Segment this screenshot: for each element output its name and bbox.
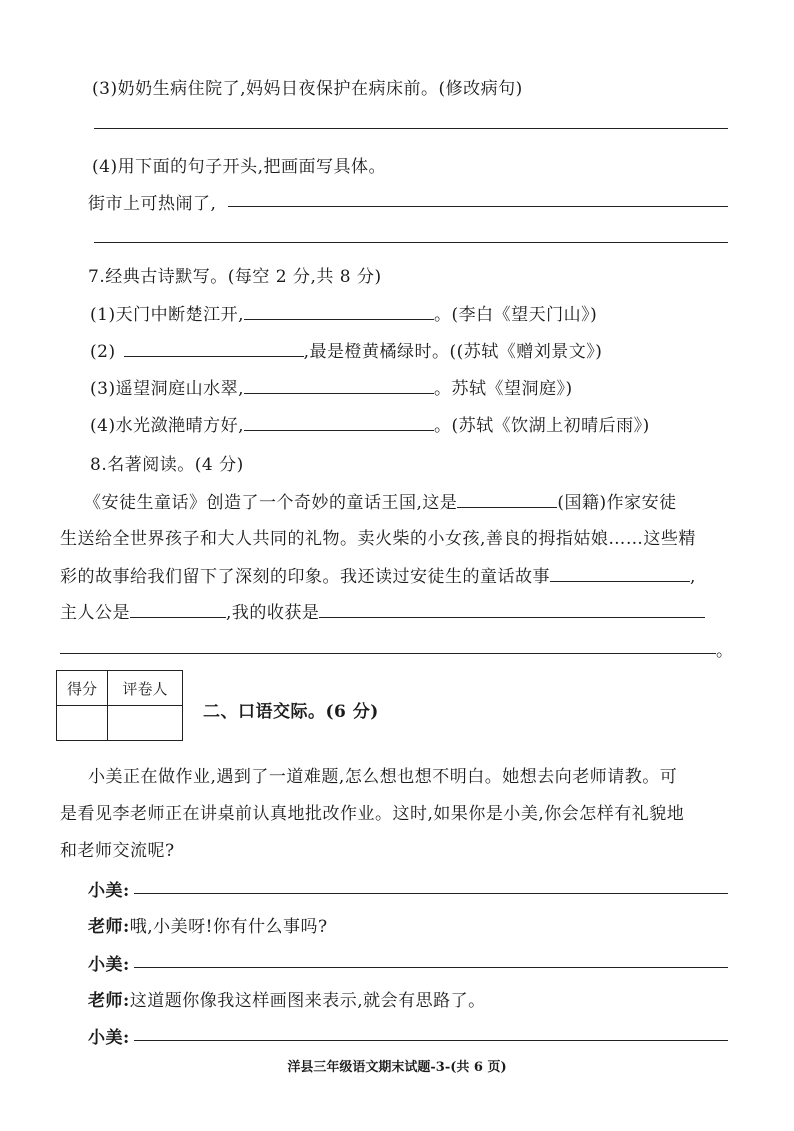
q7-item-2-before: (2) bbox=[90, 342, 116, 362]
section2-para-1: 小美正在做作业,遇到了一道难题,怎么想也想不明白。她想去向老师请教。可 bbox=[88, 767, 678, 787]
q8-line-4-b: ,我的收获是 bbox=[226, 603, 320, 623]
q8-line-1 bbox=[84, 488, 677, 513]
q7-item-2 bbox=[90, 337, 602, 362]
q8-line-4 bbox=[60, 598, 705, 623]
q7-item-4-after: 。(苏轼《饮湖上初晴后雨》) bbox=[433, 416, 650, 436]
dialog-1-answer-line[interactable] bbox=[134, 893, 728, 894]
dialog-3-speaker: 小美: bbox=[88, 955, 130, 975]
section2-title: 二、口语交际。(6 分) bbox=[203, 702, 379, 722]
q8-line-3-b: , bbox=[690, 567, 696, 587]
score-cell[interactable] bbox=[57, 706, 108, 741]
q8-line-end: 。 bbox=[716, 641, 734, 661]
section2-para-2: 是看见李老师正在讲桌前认真地批改作业。这时,如果你是小美,你会怎样有礼貌地 bbox=[60, 804, 685, 824]
q7-item-4-before: (4)水光潋滟晴方好, bbox=[90, 416, 244, 436]
dialog-4-text: 这道题你像我这样画图来表示,就会有思路了。 bbox=[129, 991, 486, 1011]
q7-item-3-before: (3)遥望洞庭山水翠, bbox=[90, 379, 244, 399]
dialog-4-speaker: 老师: bbox=[88, 991, 130, 1011]
dialog-2 bbox=[88, 912, 328, 937]
page-footer: 洋县三年级语文期末试题-3-(共 6 页) bbox=[287, 1060, 507, 1075]
q3-answer-line[interactable] bbox=[94, 128, 728, 129]
dialog-1-speaker: 小美: bbox=[88, 881, 130, 901]
q7-item-1-after: 。(李白《望天门山》) bbox=[433, 305, 598, 325]
q7-title: 7.经典古诗默写。(每空 2 分,共 8 分) bbox=[88, 267, 382, 287]
q8-line-2: 生送给全世界孩子和大人共同的礼物。卖火柴的小女孩,善良的拇指姑娘……这些精 bbox=[60, 529, 696, 549]
q7-item-4 bbox=[90, 411, 650, 436]
score-header: 得分 bbox=[57, 671, 108, 706]
q4-answer-line-2[interactable] bbox=[94, 242, 728, 243]
q7-item-1-blank[interactable] bbox=[244, 305, 434, 320]
q7-item-3-blank[interactable] bbox=[244, 379, 434, 394]
dialog-2-text: 哦,小美呀!你有什么事吗? bbox=[129, 917, 328, 937]
dialog-2-speaker: 老师: bbox=[88, 917, 130, 937]
q8-line-1-a: 《安徒生童话》创造了一个奇妙的童话王国,这是 bbox=[84, 493, 458, 513]
q8-line-3-a: 彩的故事给我们留下了深刻的印象。我还读过安徒生的童话故事 bbox=[60, 567, 550, 587]
q8-title: 8.名著阅读。(4 分) bbox=[90, 455, 244, 475]
q7-item-1 bbox=[90, 300, 597, 325]
q8-protagonist-blank[interactable] bbox=[130, 603, 226, 618]
q8-story-blank[interactable] bbox=[550, 567, 690, 582]
q7-item-2-blank[interactable] bbox=[124, 342, 304, 357]
q3-prompt: (3)奶奶生病住院了,妈妈日夜保护在病床前。(修改病句) bbox=[92, 79, 523, 99]
q4-starter: 街市上可热闹了, bbox=[88, 194, 217, 214]
q7-item-1-before: (1)天门中断楚江开, bbox=[90, 305, 244, 325]
dialog-3-answer-line[interactable] bbox=[134, 967, 728, 968]
q8-line-4-a: 主人公是 bbox=[60, 603, 130, 623]
q8-gain-blank[interactable] bbox=[319, 603, 705, 618]
dialog-4 bbox=[88, 986, 486, 1011]
dialog-5-speaker: 小美: bbox=[88, 1028, 130, 1048]
q8-nationality-blank[interactable] bbox=[457, 493, 557, 508]
q7-item-3 bbox=[90, 374, 573, 399]
q8-line-3 bbox=[60, 562, 696, 587]
q7-item-4-blank[interactable] bbox=[244, 416, 434, 431]
q7-item-3-after: 。苏轼《望洞庭》) bbox=[433, 379, 573, 399]
dialog-5-answer-line[interactable] bbox=[134, 1040, 728, 1041]
q7-item-2-after: ,最是橙黄橘绿时。((苏轼《赠刘景文》) bbox=[303, 342, 603, 362]
grader-header: 评卷人 bbox=[108, 671, 183, 706]
q8-answer-line[interactable] bbox=[60, 653, 716, 654]
score-table bbox=[56, 670, 183, 741]
q8-line-1-b: (国籍)作家安徒 bbox=[557, 493, 677, 513]
q4-answer-line-1[interactable] bbox=[228, 206, 728, 207]
section2-para-3: 和老师交流呢? bbox=[60, 841, 175, 861]
q4-prompt: (4)用下面的句子开头,把画面写具体。 bbox=[92, 157, 386, 177]
grader-cell[interactable] bbox=[108, 706, 183, 741]
